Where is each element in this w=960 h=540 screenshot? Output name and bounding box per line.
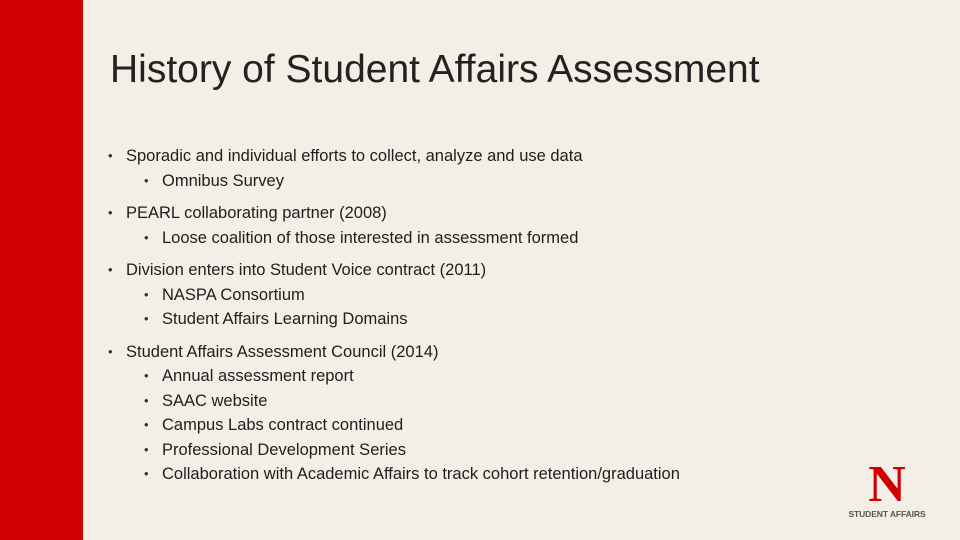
sub-bullet-item: • Campus Labs contract continued [144,413,868,438]
bullet-dot-icon: • [108,205,113,220]
bullet-dot-icon: • [144,392,149,408]
bullet-dot-icon: • [144,368,149,383]
bullet-dot-icon: • [108,343,113,359]
bullet-dot-icon: • [144,311,149,326]
bullet-dot-icon: • [144,286,149,302]
bullet-dot-icon: • [144,466,149,481]
sub-bullet-item: • NASPA Consortium [144,283,868,308]
bullet-list [108,144,868,495]
bullet-text: Student Affairs Assessment Council (2014) [126,342,439,361]
sub-bullet-item: • Loose coalition of those interested in assessment formed [144,226,868,251]
nebraska-student-affairs-logo [848,458,926,522]
bullet-dot-icon: • [108,148,113,163]
sub-bullet-item: • Omnibus Survey [144,169,868,194]
bullet-item [108,201,868,250]
bullet-dot-icon: • [144,417,149,432]
sub-bullet-item: • Student Affairs Learning Domains [144,307,868,332]
nebraska-n-icon [864,458,910,506]
sub-bullet-item: • SAAC website [144,389,868,414]
slide-title: History of Student Affairs Assessment [110,48,760,91]
sub-bullet-list [108,364,868,487]
bullet-text: Division enters into Student Voice contract (2011) [126,261,487,279]
sub-bullet-list [108,169,868,194]
bullet-dot-icon: • [108,262,113,277]
bullet-dot-icon: • [144,172,149,188]
bullet-dot-icon: • [144,441,149,457]
svg-text:N: N [868,458,906,506]
logo-caption: STUDENT AFFAIRS [848,509,926,519]
bullet-text: Sporadic and individual efforts to collect, analyze and use data [126,147,583,165]
accent-bar [0,0,83,540]
sub-bullet-item: • Professional Development Series [144,438,868,463]
sub-bullet-list [108,226,868,251]
bullet-dot-icon: • [144,229,149,245]
sub-bullet-list [108,283,868,332]
bullet-item [108,258,868,332]
bullet-item [108,340,868,487]
bullet-text: PEARL collaborating partner (2008) [126,204,387,222]
sub-bullet-item: • Annual assessment report [144,364,868,389]
bullet-item [108,144,868,193]
sub-bullet-item: • Collaboration with Academic Affairs to track cohort retention/graduation [144,462,868,487]
